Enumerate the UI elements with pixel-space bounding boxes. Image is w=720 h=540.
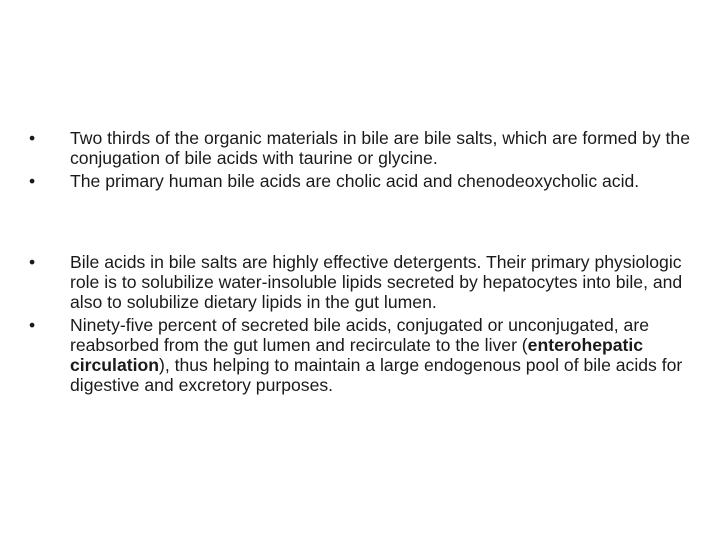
bullet-item-bile-salts-composition xyxy=(24,128,700,168)
bullet-icon: • xyxy=(29,315,36,335)
bullet-text: Two thirds of the organic materials in bile are bile salts, which are formed by the conjugation of bile acids with taurine or glycine. xyxy=(70,128,690,168)
bullet-text: Bile acids in bile salts are highly effective detergents. Their primary physiologic role is to solubilize water-insoluble lipids secreted by hepatocytes into bile, and also to solubilize dietary lipids in the gut lumen. xyxy=(70,252,683,312)
bullet-text: The primary human bile acids are cholic acid and chenodeoxycholic acid. xyxy=(70,171,640,191)
bullet-text-before: Ninety-five percent of secreted bile acids, conjugated or unconjugated, are reabsorbed from the gut lumen and recirculate to the liver ( xyxy=(70,315,649,355)
bullet-icon: • xyxy=(29,171,36,191)
bullet-list-bile-acid-function xyxy=(24,252,700,395)
bullet-item-detergent-role xyxy=(24,252,700,312)
bullet-icon: • xyxy=(29,252,36,272)
bullet-text-after: ), thus helping to maintain a large endogenous pool of bile acids for digestive and excretory purposes. xyxy=(70,355,683,395)
bullet-list-bile-salts xyxy=(24,128,700,191)
bullet-item-primary-bile-acids xyxy=(24,171,700,191)
bold-term-enterohepatic-circulation: enterohepatic circulation xyxy=(70,335,644,375)
bullet-item-enterohepatic-circulation xyxy=(24,315,700,395)
bullet-icon: • xyxy=(29,128,36,148)
